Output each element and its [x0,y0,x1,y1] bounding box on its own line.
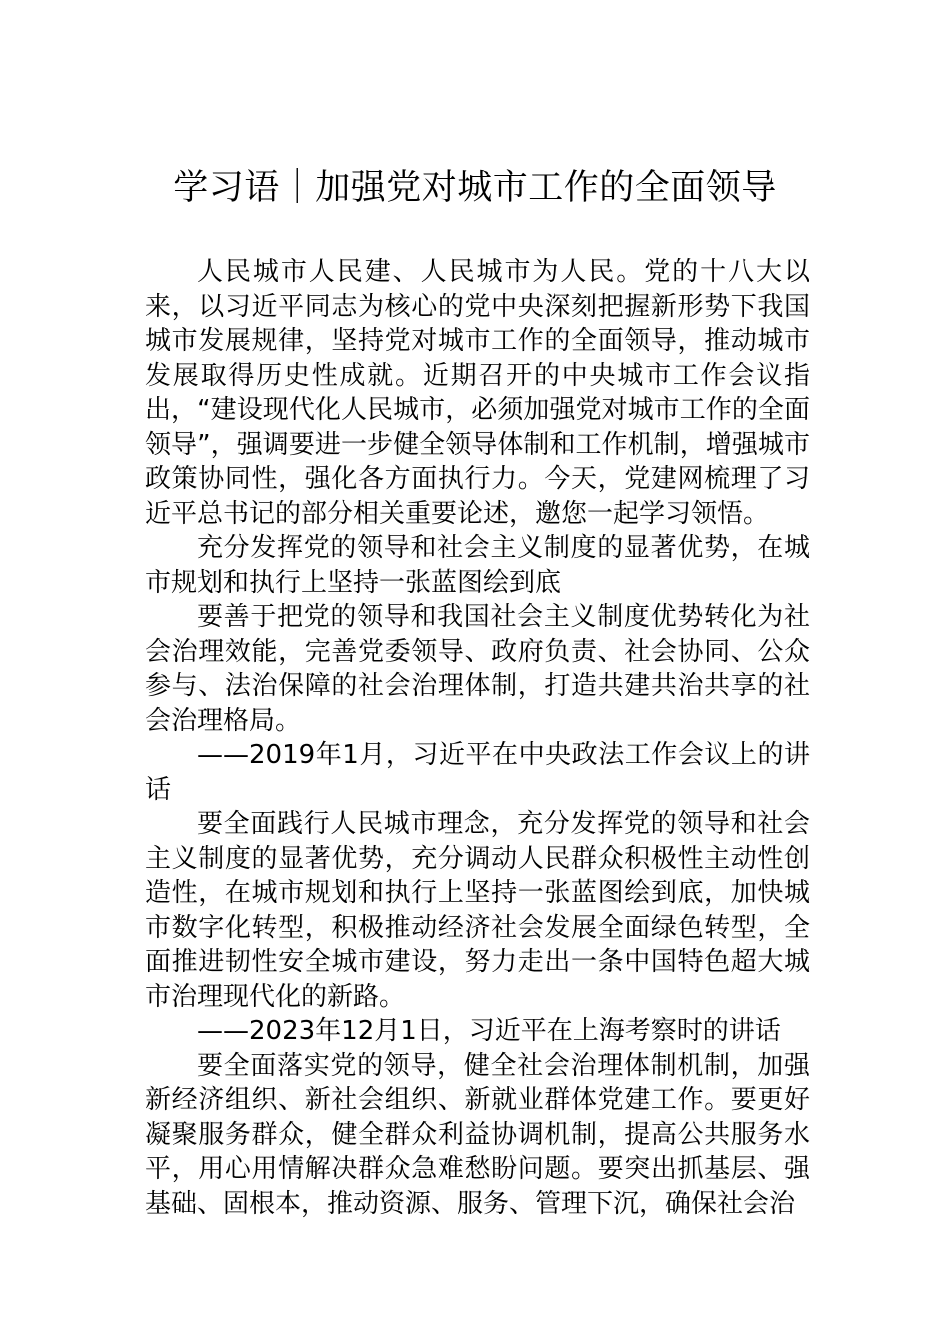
quote-paragraph: 要全面践行人民城市理念，充分发挥党的领导和社会主义制度的显著优势，充分调动人民群众积极性主动性创造性，在城市规划和执行上坚持一张蓝图绘到底，加快城市数字化转型，积极推动经济社会发展全面绿色转型，全面推进韧性安全城市建设，努力走出一条中国特色超大城市治理现代化的新路。 [145,809,810,1012]
quote-paragraph: 要善于把党的领导和我国社会主义制度优势转化为社会治理效能，完善党委领导、政府负责、社会协同、公众参与、法治保障的社会治理体制，打造共建共治共享的社会治理格局。 [145,602,810,736]
section-heading: 充分发挥党的领导和社会主义制度的显著优势，在城市规划和执行上坚持一张蓝图绘到底 [145,533,810,598]
quote-paragraph: 要全面落实党的领导，健全社会治理体制机制，加强新经济组织、新社会组织、新就业群体党建工作。要更好凝聚服务群众，健全群众利益协调机制，提高公共服务水平，用心用情解决群众急难愁盼问题。要突出抓基层、强基础、固根本，推动资源、服务、管理下沉，确保社会治 [145,1050,810,1219]
quote-source: ——2019年1月，习近平在中央政法工作会议上的讲话 [145,740,810,805]
intro-paragraph: 人民城市人民建、人民城市为人民。党的十八大以来，以习近平同志为核心的党中央深刻把握新形势下我国城市发展规律，坚持党对城市工作的全面领导，推动城市发展取得历史性成就。近期召开的中央城市工作会议指出，“建设现代化人民城市，必须加强党对城市工作的全面领导”，强调要进一步健全领导体制和工作机制，增强城市政策协同性，强化各方面执行力。今天，党建网梳理了习近平总书记的部分相关重要论述，邀您一起学习领悟。 [145,257,810,529]
document-title: 学习语｜加强党对城市工作的全面领导 [173,168,777,208]
quote-source: ——2023年12月1日，习近平在上海考察时的讲话 [197,1016,781,1046]
document-body [145,255,810,1221]
